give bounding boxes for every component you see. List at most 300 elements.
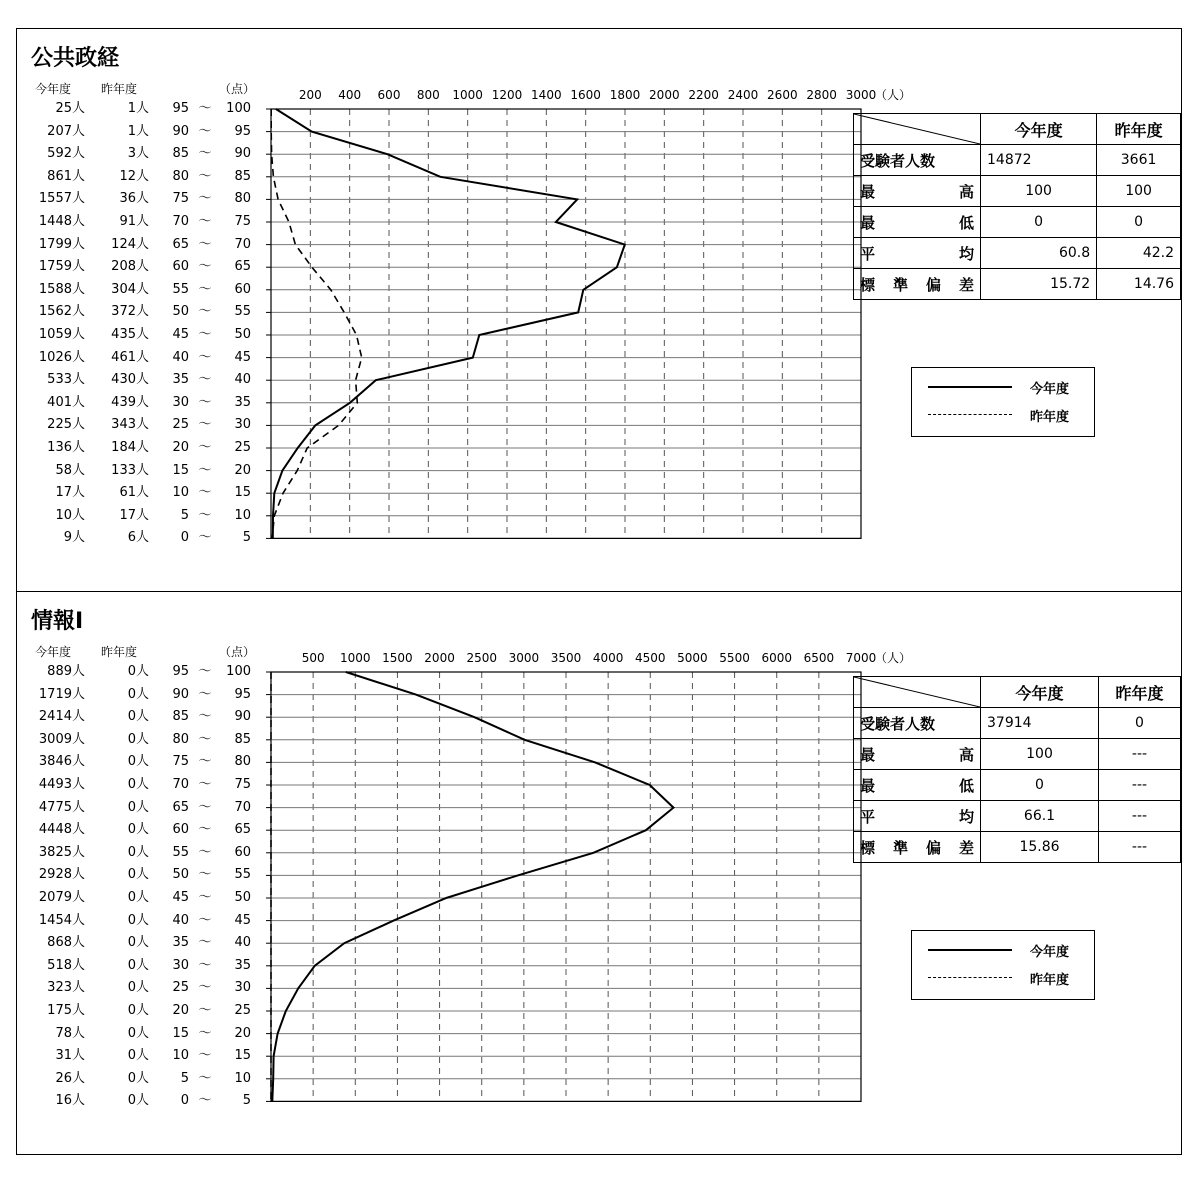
score-range-low: 45 — [172, 890, 189, 905]
header-points-unit: （点） — [219, 82, 256, 96]
last-year-count: 1人 — [127, 101, 149, 116]
last-year-count: 435人 — [111, 327, 149, 342]
score-range-high: 15 — [234, 485, 251, 501]
range-tilde: ～ — [198, 822, 212, 838]
frequency-row — [17, 1024, 267, 1044]
x-tick-label: 1000 — [340, 651, 371, 665]
frequency-row — [17, 122, 267, 142]
series-line-last-year — [271, 109, 362, 538]
x-tick-label: 7000 — [845, 651, 877, 665]
score-range-low: 35 — [172, 935, 189, 951]
x-tick-label: 1000 — [452, 88, 483, 102]
score-range-low: 85 — [172, 146, 189, 162]
range-tilde: ～ — [198, 1048, 212, 1064]
score-range-low: 25 — [172, 980, 189, 996]
stats-this-year-sd: 15.72 — [981, 269, 1097, 300]
x-tick-label: 200 — [298, 88, 322, 102]
stats-label-sd: 標 準 偏 差 — [860, 838, 974, 857]
frequency-row — [17, 302, 267, 322]
range-tilde: ～ — [198, 349, 212, 365]
score-range-high: 55 — [234, 867, 251, 883]
this-year-count: 1059人 — [38, 327, 85, 342]
x-tick-label: 2200 — [688, 88, 719, 102]
this-year-count: 1448人 — [38, 214, 85, 229]
frequency-row — [17, 528, 267, 548]
frequency-row — [17, 257, 267, 277]
score-range-high: 100 — [226, 664, 251, 679]
stats-this-year-mean: 60.8 — [981, 238, 1097, 269]
range-tilde: ～ — [198, 890, 212, 905]
score-range-high: 90 — [234, 146, 251, 162]
last-year-count: 0人 — [127, 935, 149, 951]
x-tick-label: 6000 — [761, 651, 792, 665]
range-tilde: ～ — [198, 530, 212, 546]
this-year-count: 4775人 — [38, 799, 85, 815]
range-tilde: ～ — [198, 1025, 212, 1041]
x-tick-label: 3000 — [845, 88, 877, 102]
range-tilde: ～ — [198, 146, 212, 162]
stats-table — [853, 676, 1181, 863]
x-tick-label: 2600 — [767, 88, 798, 102]
score-range-high: 5 — [242, 1093, 251, 1109]
score-range-low: 20 — [172, 1003, 189, 1018]
x-tick-label: 1800 — [609, 88, 641, 102]
stats-this-year-examinees: 14872 — [981, 145, 1097, 176]
frequency-row — [17, 888, 267, 908]
stats-last-year-min: --- — [1099, 770, 1181, 801]
frequency-row — [17, 438, 267, 458]
this-year-count: 1759人 — [38, 259, 85, 275]
score-range-low: 35 — [172, 372, 189, 388]
last-year-count: 0人 — [127, 731, 149, 747]
x-tick-label: 1500 — [382, 651, 413, 665]
frequency-row — [17, 775, 267, 795]
legend — [911, 930, 1095, 1000]
score-range-high: 65 — [234, 259, 251, 275]
score-range-low: 55 — [172, 844, 189, 860]
this-year-count: 2928人 — [38, 867, 85, 883]
score-range-high: 60 — [234, 281, 251, 297]
x-tick-label: 5500 — [719, 651, 750, 665]
last-year-count: 6人 — [127, 530, 149, 546]
stats-last-year-examinees: 0 — [1099, 708, 1181, 739]
score-range-high: 50 — [234, 890, 251, 905]
x-tick-label: 6500 — [803, 651, 835, 665]
last-year-count: 91人 — [119, 214, 149, 229]
score-range-low: 65 — [172, 236, 189, 252]
this-year-count: 207人 — [47, 123, 85, 139]
this-year-count: 3825人 — [38, 844, 85, 860]
score-range-low: 15 — [172, 462, 189, 478]
frequency-row — [17, 707, 267, 727]
score-range-low: 40 — [172, 912, 189, 928]
this-year-count: 323人 — [47, 980, 85, 996]
legend-this-year: 今年度 — [1030, 945, 1070, 960]
last-year-count: 0人 — [127, 777, 149, 792]
frequency-row — [17, 506, 267, 526]
range-tilde: ～ — [198, 417, 212, 433]
x-tick-label: 4000 — [592, 651, 624, 665]
score-range-high: 80 — [234, 754, 251, 770]
stats-last-year-sd: --- — [1099, 832, 1181, 863]
range-tilde: ～ — [198, 844, 212, 860]
score-range-high: 70 — [234, 236, 251, 252]
score-range-low: 5 — [180, 1070, 189, 1086]
score-range-high: 5 — [242, 530, 251, 546]
score-range-high: 45 — [234, 912, 251, 928]
range-tilde: ～ — [198, 101, 212, 116]
stats-label-min: 最 低 — [860, 213, 974, 232]
range-tilde: ～ — [198, 168, 212, 184]
x-tick-label: 1200 — [491, 88, 523, 102]
score-range-low: 40 — [172, 349, 189, 365]
legend-this-year: 今年度 — [1030, 382, 1070, 397]
x-tick-label: 3500 — [550, 651, 582, 665]
panel-title: 公共政経 — [31, 46, 120, 71]
last-year-count: 0人 — [127, 957, 149, 973]
score-range-low: 15 — [172, 1025, 189, 1041]
this-year-count: 78人 — [55, 1025, 85, 1041]
last-year-count: 0人 — [127, 822, 149, 838]
score-range-high: 10 — [234, 507, 251, 523]
distribution-panel-koukyou-seikei — [16, 28, 1182, 592]
this-year-count: 4448人 — [38, 822, 85, 838]
this-year-count: 10人 — [55, 507, 85, 523]
this-year-count: 9人 — [63, 530, 85, 546]
stats-this-year-max: 100 — [981, 739, 1099, 770]
x-tick-label: 400 — [338, 88, 362, 102]
score-range-low: 25 — [172, 417, 189, 433]
stats-table — [853, 113, 1181, 300]
stats-this-year-max: 100 — [981, 176, 1097, 207]
score-range-high: 20 — [234, 1025, 251, 1041]
range-tilde: ～ — [198, 507, 212, 523]
header-last-year: 昨年度 — [101, 82, 138, 96]
last-year-count: 0人 — [127, 686, 149, 702]
this-year-count: 175人 — [47, 1003, 85, 1018]
score-range-low: 90 — [172, 123, 189, 139]
score-range-low: 65 — [172, 799, 189, 815]
this-year-count: 889人 — [47, 664, 85, 679]
range-tilde: ～ — [198, 957, 212, 973]
last-year-count: 208人 — [111, 259, 149, 275]
header-last-year: 昨年度 — [101, 645, 138, 659]
score-range-low: 50 — [172, 867, 189, 883]
score-range-high: 10 — [234, 1070, 251, 1086]
legend-solid-line — [928, 386, 1012, 388]
frequency-row — [17, 956, 267, 976]
x-tick-label: 4500 — [635, 651, 666, 665]
score-range-high: 35 — [234, 394, 251, 410]
frequency-row — [17, 933, 267, 953]
range-tilde: ～ — [198, 259, 212, 275]
frequency-row — [17, 662, 267, 682]
stats-header-this-year: 今年度 — [981, 114, 1097, 145]
last-year-count: 439人 — [111, 394, 149, 410]
stats-label-mean: 平 均 — [860, 244, 974, 263]
score-range-low: 30 — [172, 394, 189, 410]
range-tilde: ～ — [198, 664, 212, 679]
frequency-row — [17, 461, 267, 481]
frequency-row — [17, 370, 267, 390]
score-range-high: 75 — [234, 777, 251, 792]
this-year-count: 1799人 — [38, 236, 85, 252]
this-year-count: 136人 — [47, 440, 85, 455]
range-tilde: ～ — [198, 709, 212, 725]
score-range-low: 0 — [180, 1093, 189, 1109]
score-range-high: 15 — [234, 1048, 251, 1064]
this-year-count: 17人 — [55, 485, 85, 501]
score-range-high: 35 — [234, 957, 251, 973]
score-range-low: 10 — [172, 1048, 189, 1064]
range-tilde: ～ — [198, 1093, 212, 1109]
last-year-count: 0人 — [127, 912, 149, 928]
this-year-count: 4493人 — [38, 777, 85, 792]
score-range-low: 75 — [172, 754, 189, 770]
x-tick-label: 800 — [416, 88, 440, 102]
score-range-high: 40 — [234, 935, 251, 951]
stats-header-last-year: 昨年度 — [1099, 677, 1181, 708]
range-tilde: ～ — [198, 1070, 212, 1086]
last-year-count: 0人 — [127, 1070, 149, 1086]
last-year-count: 1人 — [127, 123, 149, 139]
stats-corner-cell — [854, 677, 981, 708]
last-year-count: 3人 — [127, 146, 149, 162]
frequency-row — [17, 415, 267, 435]
this-year-count: 1719人 — [38, 686, 85, 702]
score-range-high: 85 — [234, 731, 251, 747]
stats-header-this-year: 今年度 — [981, 677, 1099, 708]
legend-dashed-line — [928, 977, 1012, 978]
this-year-count: 1588人 — [38, 281, 85, 297]
frequency-row — [17, 1001, 267, 1021]
score-range-low: 90 — [172, 686, 189, 702]
stats-last-year-max: --- — [1099, 739, 1181, 770]
score-range-high: 30 — [234, 417, 251, 433]
frequency-row — [17, 144, 267, 164]
score-range-high: 30 — [234, 980, 251, 996]
frequency-row — [17, 730, 267, 750]
last-year-count: 0人 — [127, 844, 149, 860]
series-line-this-year — [272, 672, 673, 1101]
last-year-count: 461人 — [111, 349, 149, 365]
legend-dashed-line — [928, 414, 1012, 415]
score-range-low: 70 — [172, 214, 189, 229]
range-tilde: ～ — [198, 731, 212, 747]
x-tick-label: 600 — [377, 88, 401, 102]
score-range-high: 100 — [226, 101, 251, 116]
score-range-low: 80 — [172, 168, 189, 184]
header-this-year: 今年度 — [35, 82, 72, 96]
frequency-row — [17, 393, 267, 413]
frequency-row — [17, 911, 267, 931]
last-year-count: 0人 — [127, 664, 149, 679]
this-year-count: 2079人 — [38, 890, 85, 905]
last-year-count: 12人 — [119, 168, 149, 184]
frequency-row — [17, 1069, 267, 1089]
score-range-low: 60 — [172, 822, 189, 838]
this-year-count: 401人 — [47, 394, 85, 410]
x-tick-label: 1400 — [531, 88, 562, 102]
score-range-low: 20 — [172, 440, 189, 455]
score-range-high: 40 — [234, 372, 251, 388]
legend-solid-line — [928, 949, 1012, 951]
stats-this-year-min: 0 — [981, 207, 1097, 238]
frequency-row — [17, 1046, 267, 1066]
stats-corner-cell — [854, 114, 981, 145]
score-range-low: 5 — [180, 507, 189, 523]
frequency-row — [17, 235, 267, 255]
this-year-count: 3009人 — [38, 731, 85, 747]
score-range-low: 50 — [172, 304, 189, 320]
x-tick-label: 2800 — [806, 88, 837, 102]
last-year-count: 184人 — [111, 440, 149, 455]
frequency-row — [17, 167, 267, 187]
stats-label-max: 最 高 — [860, 745, 974, 764]
plot-frame — [271, 109, 861, 538]
this-year-count: 31人 — [55, 1048, 85, 1064]
this-year-count: 592人 — [47, 146, 85, 162]
x-unit-label: （人） — [875, 651, 912, 665]
this-year-count: 868人 — [47, 935, 85, 951]
stats-label-sd: 標 準 偏 差 — [860, 275, 974, 294]
stats-header-last-year: 昨年度 — [1097, 114, 1181, 145]
this-year-count: 1557人 — [38, 191, 85, 207]
x-tick-label: 3000 — [508, 651, 540, 665]
this-year-count: 58人 — [55, 462, 85, 478]
stats-label-examinees: 受験者人数 — [854, 708, 981, 739]
range-tilde: ～ — [198, 281, 212, 297]
range-tilde: ～ — [198, 935, 212, 951]
last-year-count: 372人 — [111, 304, 149, 320]
range-tilde: ～ — [198, 867, 212, 883]
range-tilde: ～ — [198, 123, 212, 139]
range-tilde: ～ — [198, 304, 212, 320]
last-year-count: 0人 — [127, 709, 149, 725]
last-year-count: 61人 — [119, 485, 149, 501]
score-range-high: 95 — [234, 123, 251, 139]
last-year-count: 17人 — [119, 507, 149, 523]
stats-last-year-min: 0 — [1097, 207, 1181, 238]
x-tick-label: 2000 — [649, 88, 680, 102]
last-year-count: 0人 — [127, 867, 149, 883]
x-tick-label: 500 — [301, 651, 325, 665]
score-range-high: 55 — [234, 304, 251, 320]
this-year-count: 25人 — [55, 101, 85, 116]
score-range-low: 95 — [172, 101, 189, 116]
range-tilde: ～ — [198, 191, 212, 207]
score-range-high: 80 — [234, 191, 251, 207]
stats-last-year-max: 100 — [1097, 176, 1181, 207]
legend — [911, 367, 1095, 437]
stats-last-year-mean: 42.2 — [1097, 238, 1181, 269]
score-range-low: 0 — [180, 530, 189, 546]
this-year-count: 2414人 — [38, 709, 85, 725]
score-range-high: 90 — [234, 709, 251, 725]
score-range-high: 50 — [234, 327, 251, 342]
x-tick-label: 5000 — [677, 651, 708, 665]
score-range-high: 65 — [234, 822, 251, 838]
this-year-count: 1562人 — [38, 304, 85, 320]
score-range-high: 60 — [234, 844, 251, 860]
range-tilde: ～ — [198, 327, 212, 342]
this-year-count: 861人 — [47, 168, 85, 184]
score-range-low: 80 — [172, 731, 189, 747]
range-tilde: ～ — [198, 214, 212, 229]
range-tilde: ～ — [198, 1003, 212, 1018]
score-range-low: 10 — [172, 485, 189, 501]
legend-last-year: 昨年度 — [1030, 410, 1070, 425]
panel-title: 情報Ⅰ — [31, 609, 84, 634]
score-range-low: 60 — [172, 259, 189, 275]
score-range-high: 45 — [234, 349, 251, 365]
frequency-row — [17, 865, 267, 885]
this-year-count: 26人 — [55, 1070, 85, 1086]
frequency-row — [17, 325, 267, 345]
last-year-count: 124人 — [111, 236, 149, 252]
this-year-count: 518人 — [47, 957, 85, 973]
stats-this-year-examinees: 37914 — [981, 708, 1099, 739]
score-range-high: 25 — [234, 440, 251, 455]
range-tilde: ～ — [198, 462, 212, 478]
frequency-row — [17, 752, 267, 772]
last-year-count: 343人 — [111, 417, 149, 433]
frequency-row — [17, 348, 267, 368]
stats-this-year-min: 0 — [981, 770, 1099, 801]
this-year-count: 225人 — [47, 417, 85, 433]
score-range-low: 45 — [172, 327, 189, 342]
score-range-high: 25 — [234, 1003, 251, 1018]
x-tick-label: 2500 — [466, 651, 497, 665]
last-year-count: 430人 — [111, 372, 149, 388]
range-tilde: ～ — [198, 686, 212, 702]
stats-last-year-examinees: 3661 — [1097, 145, 1181, 176]
this-year-count: 533人 — [47, 372, 85, 388]
last-year-count: 0人 — [127, 799, 149, 815]
distribution-panel-jouhou-1 — [16, 591, 1182, 1155]
score-range-high: 75 — [234, 214, 251, 229]
stats-this-year-sd: 15.86 — [981, 832, 1099, 863]
stats-label-max: 最 高 — [860, 182, 974, 201]
range-tilde: ～ — [198, 372, 212, 388]
frequency-row — [17, 212, 267, 232]
range-tilde: ～ — [198, 912, 212, 928]
x-tick-label: 2400 — [727, 88, 759, 102]
frequency-row — [17, 99, 267, 119]
last-year-count: 0人 — [127, 980, 149, 996]
last-year-count: 133人 — [111, 462, 149, 478]
frequency-row — [17, 280, 267, 300]
x-tick-label: 1600 — [570, 88, 601, 102]
this-year-count: 3846人 — [38, 754, 85, 770]
this-year-count: 16人 — [55, 1093, 85, 1109]
score-range-high: 85 — [234, 168, 251, 184]
range-tilde: ～ — [198, 980, 212, 996]
range-tilde: ～ — [198, 754, 212, 770]
frequency-row — [17, 189, 267, 209]
score-range-high: 95 — [234, 686, 251, 702]
score-range-high: 20 — [234, 462, 251, 478]
score-range-high: 70 — [234, 799, 251, 815]
range-tilde: ～ — [198, 777, 212, 792]
last-year-count: 0人 — [127, 754, 149, 770]
frequency-row — [17, 1091, 267, 1111]
this-year-count: 1454人 — [38, 912, 85, 928]
stats-this-year-mean: 66.1 — [981, 801, 1099, 832]
x-unit-label: （人） — [875, 88, 912, 102]
last-year-count: 0人 — [127, 1048, 149, 1064]
range-tilde: ～ — [198, 799, 212, 815]
